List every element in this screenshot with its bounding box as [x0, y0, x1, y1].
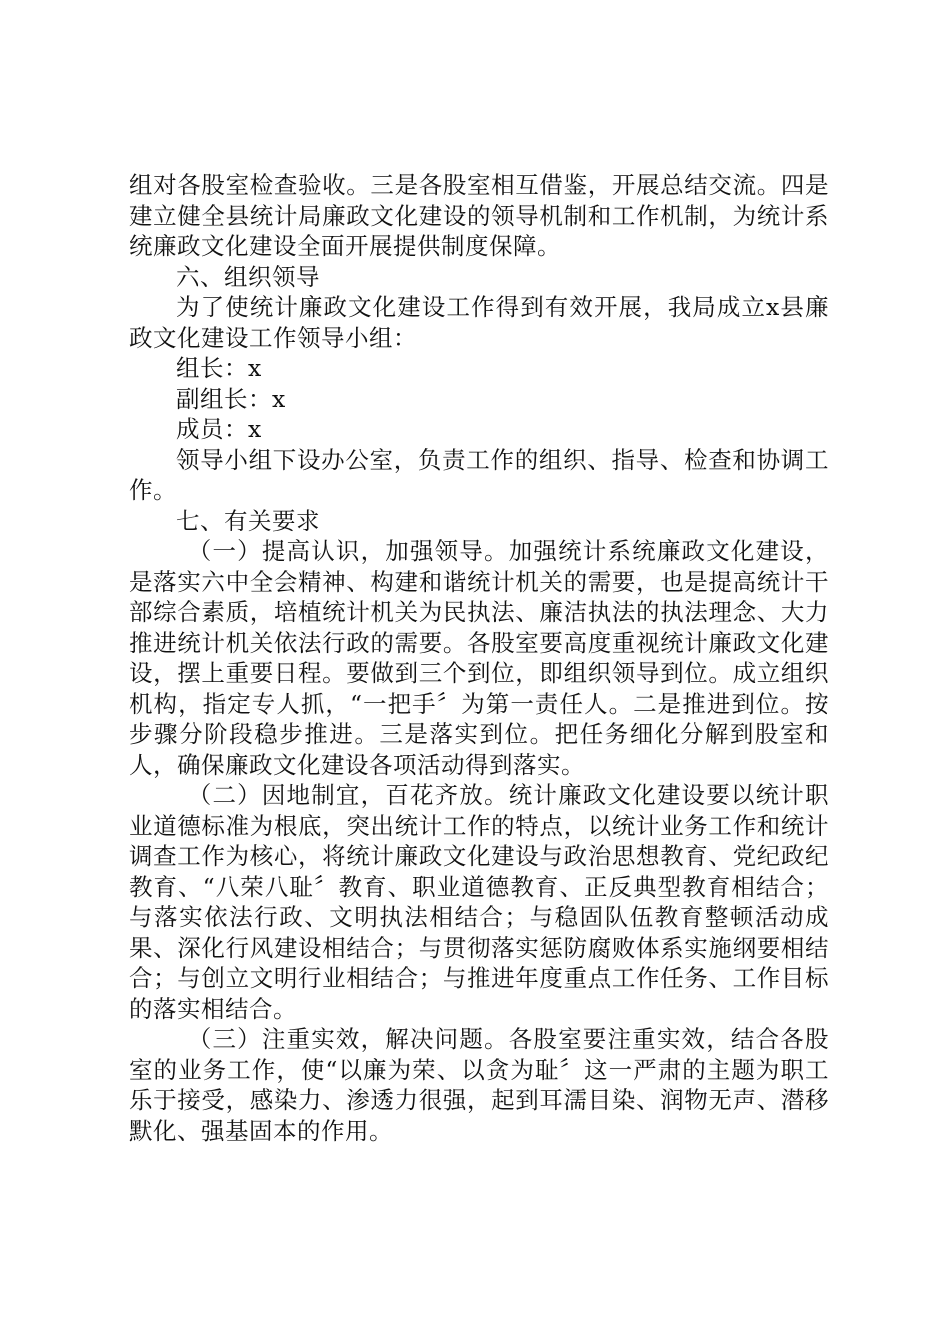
section-heading-requirements: 七、有关要求 — [176, 506, 320, 535]
section-heading-organization: 六、组织领导 — [176, 262, 320, 291]
paragraph-leading-group: 为了使统计廉政文化建设工作得到有效开展，我局成立x县廉政文化建设工作领导小组： — [129, 293, 829, 352]
paragraph-acceptance-exchange: 组对各股室检查验收。三是各股室相互借鉴，开展总结交流。四是建立健全县统计局廉政文化建设的领导机制和工作机制，为统计系统廉政文化建设全面开展提供制度保障。 — [129, 171, 829, 260]
paragraph-requirement-three: （三）注重实效，解决问题。各股室要注重实效，结合各股室的业务工作，使“以廉为荣、以贪为耻〞这一严肃的主题为职工乐于接受，感染力、渗透力很强，起到耳濡目染、润物无声、潜移默化、强基固本的作用。 — [129, 1025, 829, 1145]
paragraph-requirement-two: （二）因地制宜，百花齐放。统计廉政文化建设要以统计职业道德标准为根底，突出统计工作的特点，以统计业务工作和统计调查工作为核心，将统计廉政文化建设与政治思想教育、党纪政纪教育、“八荣八耻〞教育、职业道德教育、正反典型教育相结合；与落实依法行政、文明执法相结合；与稳固队伍教育整顿活动成果、深化行风建设相结合；与贯彻落实惩防腐败体系实施纲要相结合；与创立文明行业相结合；与推进年度重点工作任务、工作目标的落实相结合。 — [129, 781, 829, 1023]
paragraph-deputy-leader: 副组长：x — [176, 384, 286, 413]
paragraph-members: 成员：x — [176, 415, 262, 443]
paragraph-group-leader: 组长：x — [176, 354, 262, 382]
document-body — [129, 170, 829, 1146]
paragraph-office: 领导小组下设办公室，负责工作的组织、指导、检查和协调工作。 — [129, 445, 829, 504]
paragraph-requirement-one: （一）提高认识，加强领导。加强统计系统廉政文化建设，是落实六中全会精神、构建和谐统计机关的需要，也是提高统计干部综合素质，培植统计机关为民执法、廉洁执法的执法理念、大力推进统计机关依法行政的需要。各股室要高度重视统计廉政文化建设，摆上重要日程。要做到三个到位，即组织领导到位。成立组织机构，指定专人抓，“一把手〞为第一责任人。二是推进到位。按步骤分阶段稳步推进。三是落实到位。把任务细化分解到股室和人，确保廉政文化建设各项活动得到落实。 — [129, 537, 829, 779]
